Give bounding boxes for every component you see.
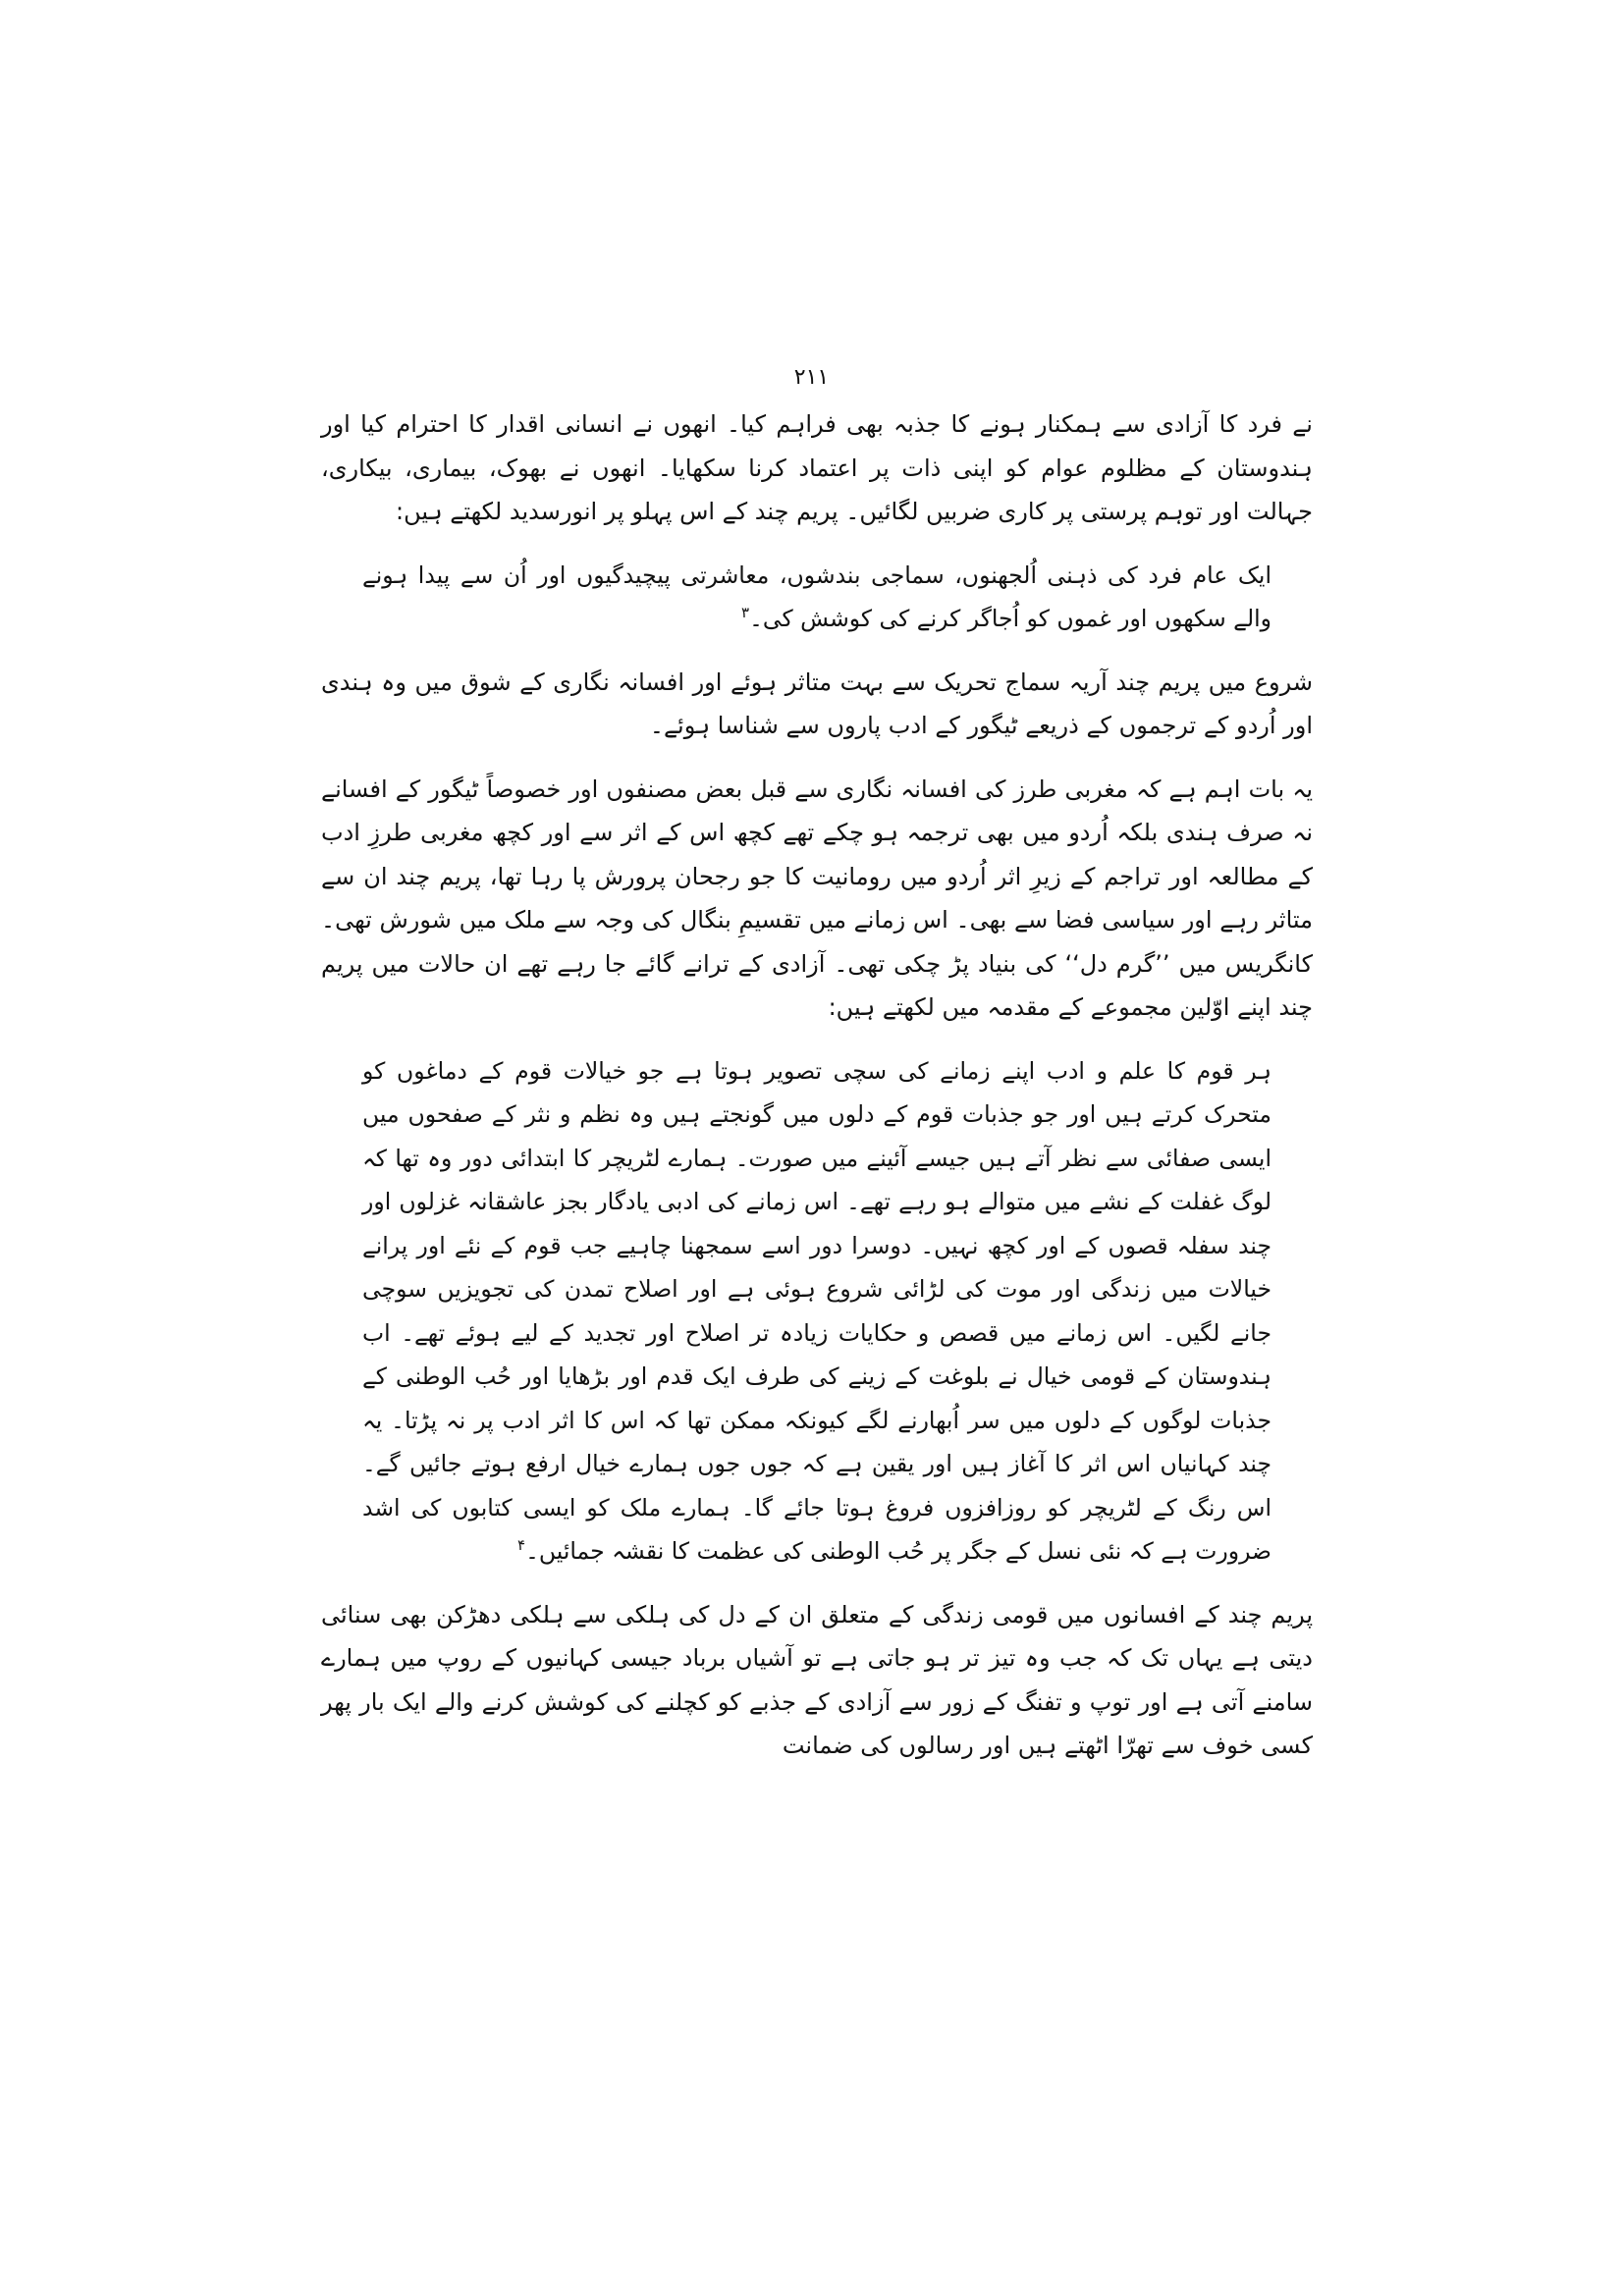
- paragraph-4: پریم چند کے افسانوں میں قومی زندگی کے متعلق ان کے دل کی ہلکی سے ہلکی دھڑکن بھی سنائی دیتی ہے یہاں تک کہ جب وہ تیز تر ہو جاتی ہے تو آشیاں برباد جیسی کہانیوں کے روپ میں ہمارے سامنے آتی ہے اور توپ و تفنگ کے زور سے آزادی کے جذبے کو کچلنے کی کوشش کرنے والے ایک بار پھر کسی خوف سے تھرّا اٹھتے ہیں اور رسالوں کی ضمانت: [321, 1600, 1313, 1759]
- paragraph-1: نے فرد کا آزادی سے ہمکنار ہونے کا جذبہ بھی فراہم کیا۔ انھوں نے انسانی اقدار کا احترام کیا اور ہندوستان کے مظلوم عوام کو اپنی ذات پر اعتماد کرنا سکھایا۔ انھوں نے بھوک، بیماری، بیکاری، جہالت اور توہم پرستی پر کاری ضربیں لگائیں۔ پریم چند کے اس پہلو پر انورسدید لکھتے ہیں:: [321, 410, 1313, 525]
- block-quote-1: [362, 554, 1271, 641]
- paragraph-2: شروع میں پریم چند آریہ سماج تحریک سے بہت متاثر ہوئے اور افسانہ نگاری کے شوق میں وہ ہندی اور اُردو کے ترجموں کے ذریعے ٹیگور کے ادب پاروں سے شناسا ہوئے۔: [321, 667, 1313, 739]
- page-number: ۲۱۱: [793, 365, 830, 390]
- paragraph-3: یہ بات اہم ہے کہ مغربی طرز کی افسانہ نگاری سے قبل بعض مصنفوں اور خصوصاً ٹیگور کے افسانے نہ صرف ہندی بلکہ اُردو میں بھی ترجمہ ہو چکے تھے کچھ اس کے اثر سے اور کچھ مغربی طرزِ ادب کے مطالعہ اور تراجم کے زیرِ اثر اُردو میں رومانیت کا جو رجحان پرورش پا رہا تھا، پریم چند ان سے متاثر رہے اور سیاسی فضا سے بھی۔ اس زمانے میں تقسیمِ بنگال کی وجہ سے ملک میں شورش تھی۔ کانگریس میں ’’گرم دل‘‘ کی بنیاد پڑ چکی تھی۔ آزادی کے ترانے گائے جا رہے تھے ان حالات میں پریم چند اپنے اوّلین مجموعے کے مقدمہ میں لکھتے ہیں:: [321, 774, 1313, 1021]
- footnote-marker-3: ۳: [741, 604, 750, 622]
- block-quote-2: [362, 1049, 1271, 1574]
- footnote-marker-4: ۴: [517, 1536, 526, 1555]
- page-body: [321, 402, 1313, 1788]
- quote-1-text: ایک عام فرد کی ذہنی اُلجھنوں، سماجی بندشوں، معاشرتی پیچیدگیوں اور اُن سے پیدا ہونے والے سکھوں اور غموں کو اُجاگر کرنے کی کوشش کی۔: [362, 561, 1271, 632]
- quote-2-text: ہر قوم کا علم و ادب اپنے زمانے کی سچی تصویر ہوتا ہے جو خیالات قوم کے دماغوں کو متحرک کرتے ہیں اور جو جذبات قوم کے دلوں میں گونجتے ہیں وہ نظم و نثر کے صفحوں میں ایسی صفائی سے نظر آتے ہیں جیسے آئینے میں صورت۔ ہمارے لٹریچر کا ابتدائی دور وہ تھا کہ لوگ غفلت کے نشے میں متوالے ہو رہے تھے۔ اس زمانے کی ادبی یادگار بجز عاشقانہ غزلوں اور چند سفلہ قصوں کے اور کچھ نہیں۔ دوسرا دور اسے سمجھنا چاہیے جب قوم کے نئے اور پرانے خیالات میں زندگی اور موت کی لڑائی شروع ہوئی ہے اور اصلاح تمدن کی تجویزیں سوچی جانے لگیں۔ اس زمانے میں قصص و حکایات زیادہ تر اصلاح اور تجدید کے لیے ہوئے تھے۔ اب ہندوستان کے قومی خیال نے بلوغت کے زینے کی طرف ایک قدم اور بڑھایا اور حُب الوطنی کے جذبات لوگوں کے دلوں میں سر اُبھارنے لگے کیونکہ ممکن تھا کہ اس کا اثر ادب پر نہ پڑتا۔ یہ چند کہانیاں اس اثر کا آغاز ہیں اور یقین ہے کہ جوں جوں ہمارے خیال ارفع ہوتے جائیں گے۔ اس رنگ کے لٹریچر کو روزافزوں فروغ ہوتا جائے گا۔ ہمارے ملک کو ایسی کتابوں کی اشد ضرورت ہے کہ نئی نسل کے جگر پر حُب الوطنی کی عظمت کا نقشہ جمائیں۔: [362, 1056, 1271, 1565]
